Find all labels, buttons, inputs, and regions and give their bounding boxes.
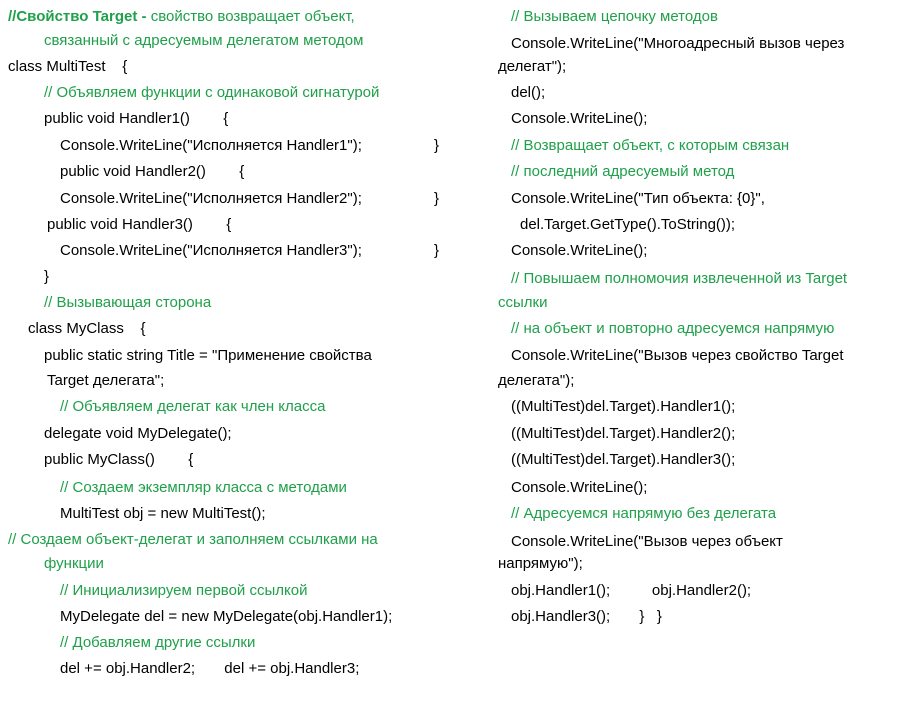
code-line: Console.WriteLine("Тип объекта: {0}", bbox=[511, 190, 765, 207]
code-line: Console.WriteLine("Вызов через объект bbox=[511, 533, 783, 550]
code-line: напрямую"); bbox=[498, 555, 583, 572]
code-line: Console.WriteLine(); bbox=[511, 479, 648, 496]
heading-rest: свойство возвращает объект, bbox=[150, 8, 355, 25]
code-line: Console.WriteLine("Исполняется Handler3"); bbox=[60, 242, 362, 259]
comment-line: // Инициализируем первой ссылкой bbox=[60, 582, 308, 599]
comment-line: // Возвращает объект, с которым связан bbox=[511, 137, 790, 154]
code-line: Console.WriteLine(); bbox=[511, 110, 648, 127]
comment-line: // на объект и повторно адресуемся напрямую bbox=[511, 320, 835, 337]
closing-brace: } bbox=[434, 242, 440, 259]
code-line: Console.WriteLine("Исполняется Handler1"); bbox=[60, 137, 362, 154]
code-line: obj.Handler3(); } } bbox=[511, 608, 662, 625]
comment-line: // Объявляем функции с одинаковой сигнатурой bbox=[44, 84, 380, 101]
comment-line: // Объявляем делегат как член класса bbox=[60, 398, 326, 415]
comment-line: функции bbox=[44, 555, 104, 572]
code-line: Target делегата"; bbox=[47, 372, 165, 389]
code-line: class MyClass { bbox=[28, 320, 146, 337]
comment-line: // последний адресуемый метод bbox=[511, 163, 735, 180]
code-line: obj.Handler1(); obj.Handler2(); bbox=[511, 582, 752, 599]
code-line: Console.WriteLine("Вызов через свойство Target bbox=[511, 347, 844, 364]
code-line: del(); bbox=[511, 84, 546, 101]
comment-line: // Создаем экземпляр класса с методами bbox=[60, 479, 347, 496]
comment-line: // Создаем объект-делегат и заполняем ссылками на bbox=[8, 531, 378, 548]
code-line: Console.WriteLine("Многоадресный вызов через bbox=[511, 35, 845, 52]
heading-line bbox=[8, 8, 355, 26]
code-line: public MyClass() { bbox=[44, 451, 194, 468]
code-line: MultiTest obj = new MultiTest(); bbox=[60, 505, 266, 522]
comment-line: // Добавляем другие ссылки bbox=[60, 634, 256, 651]
closing-brace: } bbox=[44, 268, 50, 285]
comment-line: // Вызывающая сторона bbox=[44, 294, 212, 311]
heading-line-2: связанный с адресуемым делегатом методом bbox=[44, 32, 364, 49]
code-line: delegate void MyDelegate(); bbox=[44, 425, 232, 442]
comment-line: // Вызываем цепочку методов bbox=[511, 8, 718, 25]
code-line: class MultiTest { bbox=[8, 58, 128, 75]
comment-line: // Повышаем полномочия извлеченной из Target bbox=[511, 270, 848, 287]
closing-brace: } bbox=[434, 190, 440, 207]
code-line: ((MultiTest)del.Target).Handler3(); bbox=[511, 451, 736, 468]
code-line: ((MultiTest)del.Target).Handler2(); bbox=[511, 425, 736, 442]
code-line: public static string Title = "Применение свойства bbox=[44, 347, 372, 364]
code-line: public void Handler3() { bbox=[47, 216, 232, 233]
code-line: del.Target.GetType().ToString()); bbox=[520, 216, 736, 233]
code-line: del += obj.Handler2; del += obj.Handler3; bbox=[60, 660, 360, 677]
code-line: public void Handler1() { bbox=[44, 110, 229, 127]
comment-line: ссылки bbox=[498, 294, 548, 311]
comment-line: // Адресуемся напрямую без делегата bbox=[511, 505, 777, 522]
heading-bold: //Свойство Target - bbox=[8, 8, 151, 25]
closing-brace: } bbox=[434, 137, 440, 154]
code-line: MyDelegate del = new MyDelegate(obj.Handler1); bbox=[60, 608, 393, 625]
code-line: public void Handler2() { bbox=[60, 163, 245, 180]
code-line: делегат"); bbox=[498, 58, 567, 75]
code-line: ((MultiTest)del.Target).Handler1(); bbox=[511, 398, 736, 415]
code-line: Console.WriteLine("Исполняется Handler2"); bbox=[60, 190, 362, 207]
code-line: Console.WriteLine(); bbox=[511, 242, 648, 259]
code-line: делегата"); bbox=[498, 372, 575, 389]
